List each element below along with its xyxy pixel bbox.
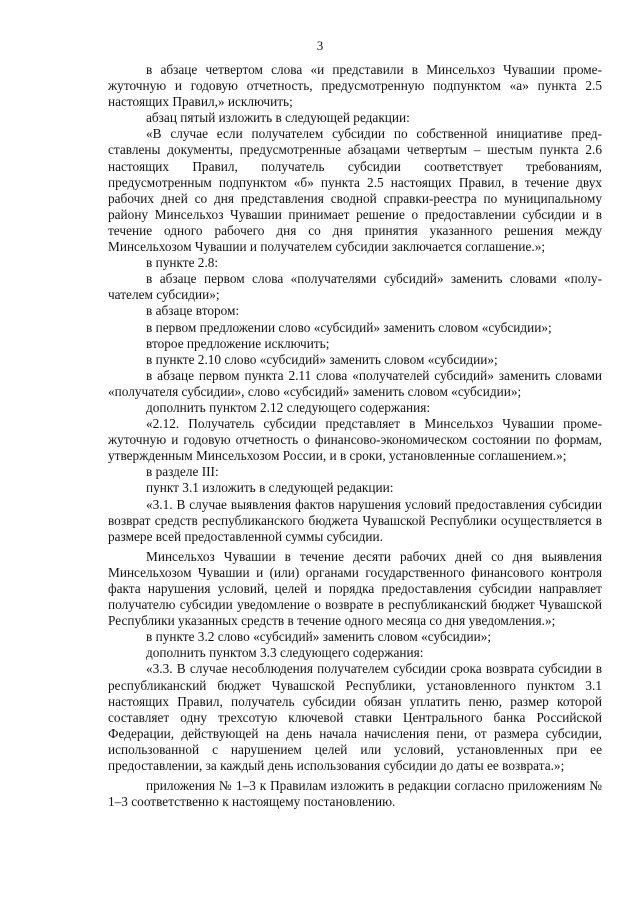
paragraph: «3.3. В случае несоблюдения получателем субсидии срока возврата субсидии в республиканский бюджет Чувашской Республики, установленного пунктом 3.1 настоящих Правил, получатель субсидии обязан уплатить пеню, размер которой составляет одну трехсотую ключевой ставки Центрального банка Российской Федерации, действующей на день начала начисления пени, от размера субсидии, использованной с нарушением целей или условий, установленных при ее предоставлении, за каждый день использования субсидии до даты ее возврата.»; <box>108 661 602 774</box>
paragraph: в пункте 2.8: <box>146 255 219 271</box>
document-body <box>108 62 602 810</box>
paragraph: абзац пятый изложить в следующей редакции: <box>146 110 410 126</box>
paragraph: дополнить пунктом 3.3 следующего содержания: <box>146 645 424 661</box>
paragraph: в пункте 2.10 слово «субсидий» заменить словом «субсидии»; <box>146 351 498 367</box>
paragraph: дополнить пунктом 2.12 следующего содержания: <box>146 399 431 415</box>
paragraph: в абзаце первом слова «получателями субсидий» заменить словами «получателем субсидии»; <box>108 271 602 303</box>
page-number: 3 <box>316 38 324 53</box>
paragraph: «3.1. В случае выявления фактов нарушения условий предоставления субсидии возврат средств республиканского бюджета Чувашской Республики осуществляется в размере всей предоставленной суммы субсидии. <box>108 496 602 544</box>
paragraph: в пункте 3.2 слово «субсидий» заменить словом «субсидии»; <box>146 629 492 645</box>
paragraph: второе предложение исключить; <box>146 335 330 351</box>
paragraph: в первом предложении слово «субсидий» заменить словом «субсидии»; <box>146 319 552 335</box>
paragraph: приложения № 1–3 к Правилам изложить в редакции согласно приложениям № 1–3 соответственно к настоящему постановлению. <box>108 778 602 810</box>
paragraph: в абзаце втором: <box>146 303 240 319</box>
paragraph: Минсельхоз Чувашии в течение десяти рабочих дней со дня выявления Минсельхозом Чувашии и (или) органами государственного финансового контроля факта нарушения условий, целей и порядка предоставления субсидии направляет получателю субсидии уведомление о возврате в республиканский бюджет Чувашской Республики указанных средств в течение одного месяца со дня уведомления.»; <box>108 548 602 629</box>
paragraph: в абзаце первом пункта 2.11 слова «получателей субсидий» заменить словами «получателя субсидии», слово «субсидий» заменить словом «субсидии»; <box>108 367 602 399</box>
paragraph: в разделе III: <box>146 464 219 480</box>
paragraph: «2.12. Получатель субсидии представляет в Минсельхоз Чувашии промежуточную и годовую отчетность о финансово-экономическом состоянии по формам, утвержденным Минсельхозом России, и в сроки, установленные соглашением.»; <box>108 416 602 464</box>
paragraph: пункт 3.1 изложить в следующей редакции: <box>146 480 394 496</box>
paragraph: в абзаце четвертом слова «и представили в Минсельхоз Чувашии промежуточную и годовую отчетность, предусмотренную подпунктом «а» пункта 2.5 настоящих Правил,» исключить; <box>108 62 602 110</box>
paragraph: «В случае если получателем субсидии по собственной инициативе представлены документы, предусмотренные абзацами четвертым – шестым пункта 2.6 настоящих Правил, получатель субсидии соответствует требованиям, предусмотренным подпунктом «б» пункта 2.5 настоящих Правил, в течение двух рабочих дней со дня представления сводной справки-реестра по муниципальному району Минсельхоз Чувашии принимает решение о предоставлении субсидии и в течение одного рабочего дня со дня принятия указанного решения между Минсельхозом Чувашии и получателем субсидии заключается соглашение.»; <box>108 126 602 255</box>
